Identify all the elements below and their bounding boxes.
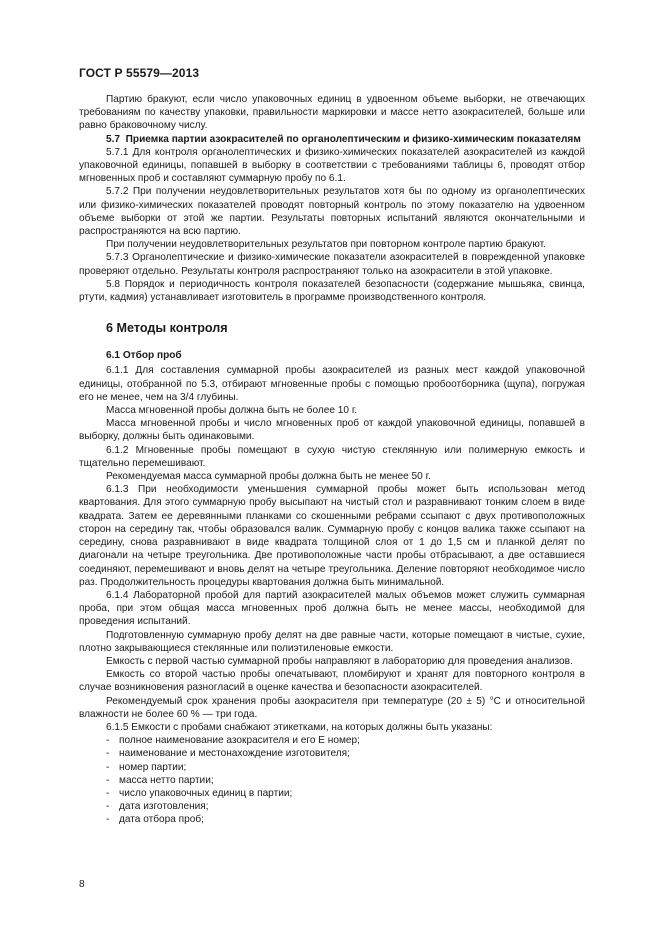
list-dash: - (106, 774, 110, 786)
paragraph-6-1-2: 6.1.2 Мгновенные пробы помещают в сухую чистую стеклянную или полимерную емкость и тщательно перемешивают. (79, 444, 585, 469)
list-dash: - (106, 801, 110, 813)
subsection-6-1-heading: 6.1 Отбор проб (106, 350, 182, 362)
list-dash: - (106, 787, 110, 799)
list-dash: - (106, 735, 110, 747)
paragraph-6-1-3: 6.1.3 При необходимости уменьшения суммарной пробы может быть использован метод квартования. Для этого суммарную пробу высыпают на чистый стол и разравнивают тонким слоем в виде квадрата. Затем ее деревянными планками со скошенными ребрами ссыпают с двух противоположных сторон на середину так, чтобы образовался валик. Суммарную пробу с концов валика также ссыпают на середину, снова разравнивают в виде квадрата толщиной слоя от 1 до 1,5 см и планкой делят по диагонали на четыре треугольника. Две противоположные части пробы отбрасывают, а две оставшиеся соединяют, перемешивают и вновь делят на четыре треугольника. Деление повторяют необходимое число раз. Продолжительность процедуры квартования должна быть минимальной. (79, 484, 585, 588)
list-dash: - (106, 761, 110, 773)
paragraph-5-8: 5.8 Порядок и периодичность контроля показателей безопасности (содержание мышьяка, свинца, ртути, кадмия) устанавливает изготовитель в программе производственного контроля. (79, 278, 585, 304)
clause-title: Приемка партии азокрасителей по органолептическим и физико-химическим показателям (125, 133, 581, 145)
list-item-text: номер партии; (119, 761, 187, 773)
paragraph-5-7-1: 5.7.1 Для контроля органолептических и физико-химических показателей азокрасителей из каждой упаковочной единицы, попавшей в выборку в соответствии с требованиями таблицы 6, проводят отбор мгновенных проб и составляют суммарную пробу по 6.1. (79, 146, 585, 185)
clause-5-7-heading (79, 133, 585, 146)
paragraph-6-1-4-c: Емкость с первой частью суммарной пробы направляют в лабораторию для проведения анализов. (106, 655, 573, 667)
list-item (79, 747, 585, 760)
list-dash: - (106, 748, 110, 760)
paragraph-6-1-1-c: Масса мгновенной пробы и число мгновенных проб от каждой упаковочной единицы, попавшей в выборку, должны быть одинаковыми. (79, 418, 585, 443)
label-requirements-list (79, 734, 585, 826)
paragraph-6-1-2-b: Рекомендуемая масса суммарной пробы должна быть не менее 50 г. (106, 471, 431, 483)
list-item (79, 787, 585, 800)
paragraph-6-1-1-b: Масса мгновенной пробы должна быть не более 10 г. (106, 405, 358, 417)
paragraph-6-1-1: 6.1.1 Для составления суммарной пробы азокрасителей из разных мест каждой упаковочной единицы, отобранной по 5.3, отбирают мгновенные пробы с помощью пробоотборника (щупа), погружая его не менее, чем на 3/4 глубины. (79, 365, 585, 403)
list-item (79, 813, 585, 826)
paragraph-5-7-2-b: При получении неудовлетворительных результатов при повторном контроле партию бракуют. (106, 239, 546, 251)
paragraph-6-1-4-d: Емкость со второй частью пробы опечатывают, пломбируют и хранят для повторного контроля в случае возникновения разногласий в оценке качества и безопасности азокрасителей. (79, 669, 585, 694)
paragraph-6-1-4: 6.1.4 Лабораторной пробой для партий азокрасителей малых объемов может служить суммарная проба, при этом общая масса мгновенных проб должна быть не менее массы, необходимой для проведения испытаний. (79, 589, 585, 628)
paragraph-reject: Партию бракуют, если число упаковочных единиц в удвоенном объеме выборки, не отвечающих требованиям по качеству упаковки, правильности маркировки и массе нетто азокрасителей, больше или равно браковочному числу. (79, 94, 585, 132)
list-item (79, 774, 585, 787)
list-item-text: масса нетто партии; (119, 774, 214, 786)
document-code: ГОСТ Р 55579—2013 (79, 66, 200, 80)
paragraph-6-1-4-e: Рекомендуемый срок хранения пробы азокрасителя при температуре (20 ± 5) °С и относительной влажности не более 60 % — три года. (79, 695, 585, 720)
clause-number: 5.7 (106, 133, 121, 145)
paragraph-6-1-4-b: Подготовленную суммарную пробу делят на две равные части, которые помещают в чистые, сухие, плотно закрывающиеся стеклянные или полиэтиленовые емкости. (79, 629, 585, 654)
list-dash: - (106, 814, 110, 826)
paragraph-5-7-3: 5.7.3 Органолептические и физико-химические показатели азокрасителей в поврежденной упаковке проверяют отдельно. Результаты контроля распространяют только на азокрасители в этой упаковке. (79, 252, 585, 277)
list-item-text: число упаковочных единиц в партии; (119, 787, 293, 799)
list-item-text: полное наименование азокрасителя и его Е номер; (119, 735, 360, 747)
list-item-text: наименование и местонахождение изготовителя; (119, 748, 350, 760)
list-item-text: дата изготовления; (119, 801, 209, 813)
list-item (79, 734, 585, 747)
list-item-text: дата отбора проб; (119, 814, 204, 826)
list-item (79, 761, 585, 774)
paragraph-6-1-5: 6.1.5 Емкости с пробами снабжают этикетками, на которых должны быть указаны: (106, 721, 493, 733)
document-body (79, 93, 585, 827)
page-number: 8 (79, 879, 85, 890)
paragraph-5-7-2: 5.7.2 При получении неудовлетворительных результатов хотя бы по одному из органолептических или физико-химических показателей проводят повторный контроль по этому показателю на удвоенном объеме выборки от этой же партии. Результаты повторных испытаний являются окончательными и распространяются на всю партию. (79, 186, 585, 238)
list-item (79, 800, 585, 813)
section-6-heading: 6 Методы контроля (106, 321, 228, 336)
